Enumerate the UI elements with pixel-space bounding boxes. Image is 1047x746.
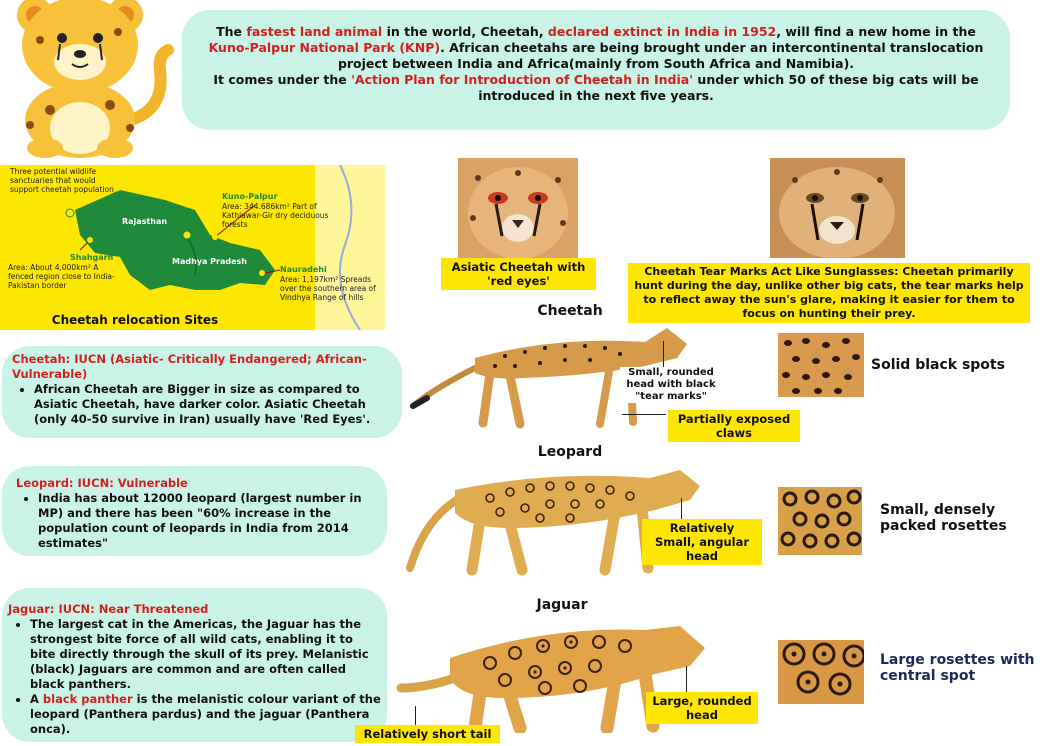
jaguar-rosettes-swatch xyxy=(778,640,864,704)
jaguar-info-point-2: • A black panther is the melanistic colour variant of the leopard (Panthera pardus) and the jaguar (Panthera onca). xyxy=(30,692,381,737)
jaguar-head-label: Large, rounded head xyxy=(646,692,758,724)
cheetah-claws-label: Partially exposed claws xyxy=(668,410,800,442)
leopard-head-label: Relatively Small, angular head xyxy=(642,519,762,565)
kuno-desc: Area: 344.686km² Part of Kathiawar-Gir dry deciduous forests xyxy=(222,202,329,229)
cheetah-title: Cheetah xyxy=(537,303,603,319)
label-rajasthan: Rajasthan xyxy=(122,217,168,226)
intro-text-box: The fastest land animal in the world, Cheetah, declared extinct in India in 1952, will find a new home in the Kuno-Palpur National Park (KNP). African cheetahs are being brought under an intercontinental translocation project between India and Africa(mainly from South Africa and Namibia). It comes under the 'Action Plan for Introduction of Cheetah in India' under which 50 of these big cats will be introduced in the next five years. xyxy=(182,10,1010,130)
asiatic-cheetah-caption: Asiatic Cheetah with 'red eyes' xyxy=(441,258,596,290)
jaguar-title: Jaguar xyxy=(536,597,588,613)
cheetah-info-point: • African Cheetah are Bigger in size as compared to Asiatic Cheetah, have darker color. Asiatic Cheetah (only 40-50 survive in Iran) usually have 'Red Eyes'. xyxy=(34,382,392,427)
shahgarh-desc: Area: About 4,000km² A fenced region close to India-Pakistan border xyxy=(8,263,115,290)
claws-pointer xyxy=(622,414,666,415)
map-note: Three potential wildlife sanctuaries that would support cheetah population xyxy=(10,167,114,194)
jaguar-tail-label: Relatively short tail xyxy=(355,725,500,743)
jaguar-head-pointer xyxy=(686,666,687,692)
map-caption: Cheetah relocation Sites xyxy=(45,311,225,329)
tear-marks-photo xyxy=(770,158,905,258)
cheetah-info-heading: Cheetah: IUCN (Asiatic- Critically Endangered; African- Vulnerable) xyxy=(12,352,367,381)
label-shahgarh: Shahgarh xyxy=(70,253,114,262)
asiatic-cheetah-photo xyxy=(458,158,578,258)
cheetah-spots-swatch xyxy=(778,333,864,397)
leopard-info-box xyxy=(2,466,387,556)
jaguar-tail-pointer xyxy=(415,706,416,726)
jaguar-info-point-1: • The largest cat in the Americas, the Jaguar has the strongest bite force of all wild cats, enabling it to bite directly through the skull of its prey. Melanistic (black) Jaguars are common and are often called black panthers. xyxy=(30,617,381,692)
leopard-head-pointer xyxy=(681,498,682,520)
leopard-info-heading: Leopard: IUCN: Vulnerable xyxy=(16,476,188,490)
leopard-rosettes-swatch xyxy=(778,487,862,555)
cartoon-cheetah-mascot xyxy=(0,0,175,160)
cheetah-pattern-label: Solid black spots xyxy=(871,357,1005,373)
jaguar-info-box xyxy=(2,588,387,742)
nauradehi-desc: Area: 1,197km² Spreads over the southern area of Vindhya Range of hills xyxy=(280,275,376,302)
label-madhya-pradesh: Madhya Pradesh xyxy=(172,257,247,266)
tear-marks-caption: Cheetah Tear Marks Act Like Sunglasses: Cheetah primarily hunt during the day, unlike other big cats, the tear marks help to reflect away the sun's glare, making it easier for them to focus on hunting their prey. xyxy=(628,263,1030,323)
jaguar-pattern-label: Large rosettes with central spot xyxy=(880,652,1035,684)
jaguar-info-heading: Jaguar: IUCN: Near Threatened xyxy=(8,602,209,616)
relocation-map xyxy=(0,165,385,330)
label-kuno-palpur: Kuno-Palpur xyxy=(222,192,278,201)
leopard-info-point: • India has about 12000 leopard (largest number in MP) and there has been "60% increase in the population count of leopards in India from 2014 estimates" xyxy=(38,491,373,551)
label-nauradehi: Nauradehi xyxy=(280,265,327,274)
cheetah-info-box xyxy=(2,346,402,438)
leopard-title: Leopard xyxy=(537,444,603,460)
leopard-pattern-label: Small, densely packed rosettes xyxy=(880,502,1007,534)
cheetah-head-pointer xyxy=(663,341,664,367)
cheetah-head-label: Small, rounded head with black "tear marks" xyxy=(620,367,722,403)
